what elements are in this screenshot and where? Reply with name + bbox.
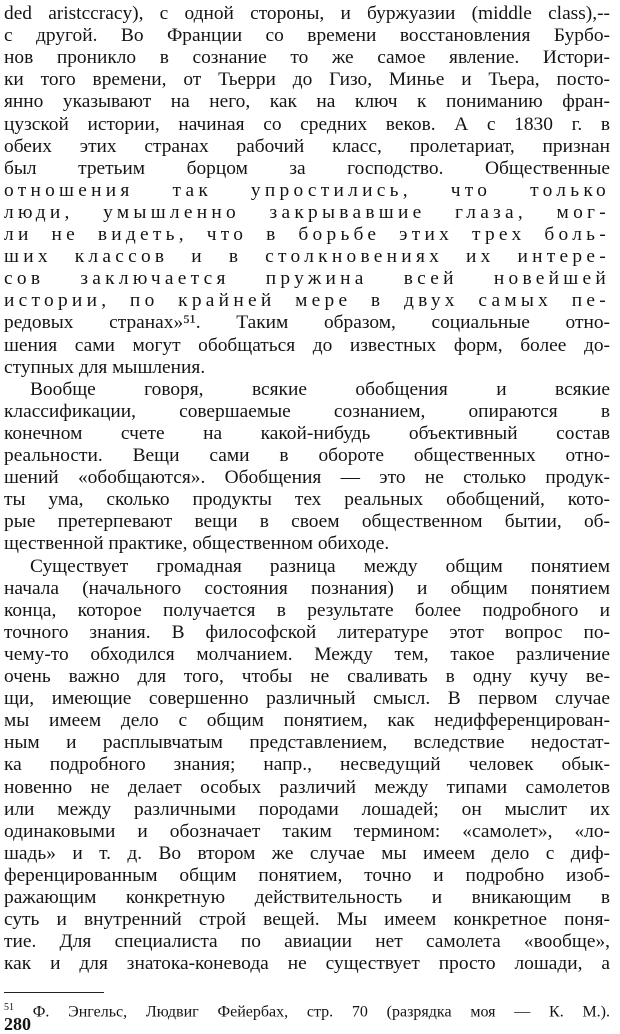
footnote: [4, 998, 610, 1022]
text-line: был третьим борцом за господство. Общественные: [4, 157, 610, 179]
text-line: шадь» и т. д. Во втором же случае мы имеем дело с диф-: [4, 842, 610, 864]
text-line: чему-то обходился молчанием. Между тем, такое различение: [4, 643, 610, 665]
footnote-marker: 51: [4, 1002, 14, 1013]
text-line: очень важно для того, чтобы не сваливать в одну кучу ве-: [4, 666, 610, 687]
text-line: ка подробного знания; напр., несведущий человек обык-: [4, 754, 610, 776]
text-line: щи, имеющие совершенно различный смысл. В первом случае: [4, 688, 610, 710]
text-line: начала (начального состояния познания) и общим понятием: [4, 577, 610, 599]
text-line: ференцированным общим понятием, точно и подробно изоб-: [4, 864, 610, 886]
text-line: ки того времени, от Тьерри до Гизо, Минье и Тьера, посто-: [4, 69, 610, 91]
text-line: конца, которое получается в результате более подробного и: [4, 599, 610, 621]
text-line: реальности. Вещи сами в обороте общественных отно-: [4, 445, 610, 466]
text-line: ражающим конкретную действительность и вникающим в: [4, 887, 610, 908]
text-line: с другой. Во Франции со времени восстановления Бурбо-: [4, 25, 610, 47]
text-line: люди, умышленно закрывавшие глаза, мог-: [4, 201, 610, 223]
text-line: янно указывают на него, как на ключ к пониманию фран-: [4, 91, 610, 113]
text-line: цузской истории, начиная со средних веков. А с 1830 г. в: [4, 113, 610, 135]
text-line: новенно не делает особых различий между типами самолетов: [4, 776, 610, 798]
text-line: сов заключается пружина всей новейшей: [4, 268, 610, 290]
text-line: Существует громадная разница между общим понятием: [30, 555, 610, 577]
text-line: обеих этих странах рабочий класс, пролетариат, признан: [4, 135, 610, 157]
text-line: редовых странах»⁵¹. Таким образом, социальные отно-: [4, 312, 610, 334]
page-number: 280: [4, 1014, 31, 1034]
text-line: конечном счете на какой-нибудь объективный состав: [4, 422, 610, 444]
text-line: или между различными породами лошадей; он мыслит их: [4, 798, 610, 820]
text-line: ступных для мышления.: [4, 356, 206, 378]
text-line: тие. Для специалиста по авиации нет самолета «вообще»,: [4, 931, 610, 953]
text-line: одинаковыми и обозначает таким термином: «самолет», «ло-: [4, 820, 610, 842]
text-line: ли не видеть, что в борьбе этих трех боль-: [4, 224, 610, 245]
text-line: щественной практике, общественном обиходе.: [4, 533, 390, 555]
text-line: как и для знатока-коневода не существует просто лошади, а: [4, 953, 610, 975]
text-line: ты ума, сколько продукты тех реальных обобщений, кото-: [4, 489, 610, 511]
text-line: истории, по крайней мере в двух самых пе-: [4, 290, 610, 312]
text-line: отношения так упростились, что только: [4, 179, 610, 201]
text-line: шений «обобщаются». Обобщения — это не столько продук-: [4, 467, 610, 489]
text-line: Вообще говоря, всякие обобщения и всякие: [30, 378, 610, 400]
text-line: рые претерпевают вещи в своем общественном бытии, об-: [4, 511, 610, 533]
text-line: шения сами могут обобщаться до известных форм, более до-: [4, 334, 610, 356]
footnote-rule: [4, 992, 104, 993]
text-line: точного знания. В философской литературе этот вопрос по-: [4, 621, 610, 643]
text-line: ded aristccracy), с одной стороны, и буржуазии (middle class),--: [4, 3, 610, 24]
text-line: нов проникло в сознание то же самое явление. Истори-: [4, 47, 610, 69]
text-line: суть и внутренний строй вещей. Мы имеем конкретное поня-: [4, 909, 610, 931]
text-line: ным и расплывчатым представлением, вследствие недостат-: [4, 732, 610, 754]
text-line: мы имеем дело с общим понятием, как недифференцирован-: [4, 710, 610, 732]
footnote-text: Ф. Энгельс, Людвиг Фейербах, стр. 70 (разрядка моя — К. М.).: [32, 1003, 611, 1021]
text-line: классификации, совершаемые сознанием, опираются в: [4, 400, 610, 422]
text-line: ших классов и в столкновениях их интере-: [4, 246, 610, 268]
